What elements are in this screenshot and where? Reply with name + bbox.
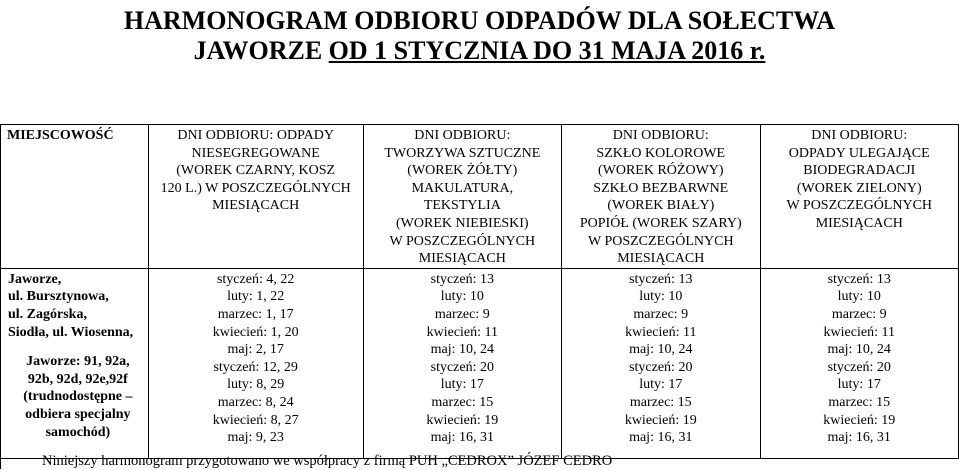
header-col2-line: W POSZCZEGÓLNYCH — [389, 233, 536, 249]
header-col1-line: NIESEGREGOWANE — [191, 145, 320, 161]
date-entry: marzec: 15 — [431, 394, 494, 410]
footer-note: Niniejszy harmonogram przygotowano we współpracy z firmą PUH „CEDROX” JÓZEF CEDRO — [42, 453, 613, 469]
date-entry: styczeń: 13 — [827, 271, 891, 287]
date-entry: marzec: 9 — [831, 306, 887, 322]
header-col3-line: (WOREK RÓŻOWY) — [597, 163, 724, 179]
date-entry: maj: 2, 17 — [227, 342, 284, 358]
schedule-table — [0, 124, 959, 459]
page-title-line1: HARMONOGRAM ODBIORU ODPADÓW DLA SOŁECTWA — [123, 6, 836, 35]
date-entry: luty: 10 — [440, 289, 484, 305]
date-entry: luty: 10 — [639, 289, 683, 305]
header-col2-line: MIESIĄCACH — [418, 251, 506, 267]
date-entry: kwiecień: 19 — [624, 412, 697, 428]
header-col4-line: ODPADY ULEGAJĄCE — [788, 145, 930, 161]
date-entry: marzec: 1, 17 — [217, 306, 294, 322]
dates-biodegradable — [760, 268, 959, 458]
header-col2-line: (WOREK NIEBIESKI) — [396, 215, 529, 231]
header-col1-line: MIESIĄCACH — [212, 198, 300, 214]
date-entry: maj: 10, 24 — [827, 342, 891, 358]
header-col1-line: DNI ODBIORU: ODPADY — [177, 128, 334, 143]
header-location: MIEJSCOWOŚĆ — [1, 125, 149, 269]
date-entry: kwiecień: 11 — [426, 324, 499, 340]
location-line: ul. Zagórska, — [8, 306, 87, 322]
header-col2-line: (WOREK ŻÓŁTY) — [407, 163, 518, 179]
title-line2-prefix: JAWORZE — [193, 36, 329, 65]
date-entry: luty: 17 — [639, 377, 683, 393]
header-col-plastic-paper — [363, 125, 561, 269]
dates-mixed-waste — [148, 268, 363, 458]
date-entry: marzec: 15 — [828, 394, 891, 410]
page-title-line2 — [0, 36, 959, 66]
location-line: samochód) — [45, 424, 111, 440]
date-entry: kwiecień: 8, 27 — [212, 412, 299, 428]
title-date-range: OD 1 STYCZNIA DO 31 MAJA 2016 r. — [328, 36, 766, 65]
header-col3-line: MIESIĄCACH — [617, 251, 705, 267]
date-entry: maj: 16, 31 — [827, 430, 891, 446]
date-entry: maj: 10, 24 — [430, 342, 495, 358]
header-col2-line: DNI ODBIORU: — [414, 128, 511, 143]
date-entry: maj: 10, 24 — [629, 342, 693, 358]
header-col4-line: BIODEGRADACJI — [803, 163, 916, 179]
header-col1-line: 120 L.) W POSZCZEGÓLNYCH — [160, 180, 351, 196]
date-entry: luty: 17 — [440, 377, 484, 393]
date-entry: styczeń: 20 — [827, 359, 891, 375]
header-col1-line: (WOREK CZARNY, KOSZ — [176, 163, 336, 179]
location-line: Jaworze: 91, 92a, — [26, 354, 130, 370]
header-col3-line: SZKŁO BEZBARWNE — [593, 180, 729, 196]
header-col4-line: DNI ODBIORU: — [811, 128, 908, 143]
header-col-glass-ash — [562, 125, 760, 269]
schedule-row — [1, 268, 959, 458]
date-entry: marzec: 15 — [629, 394, 692, 410]
header-col4-line: W POSZCZEGÓLNYCH — [786, 198, 933, 214]
date-entry: styczeń: 12, 29 — [213, 359, 298, 375]
date-entry: luty: 17 — [837, 377, 881, 393]
location-line: odbiera specjalny — [25, 406, 131, 422]
header-col4-line: MIESIĄCACH — [815, 215, 903, 231]
dates-plastic-paper — [363, 268, 561, 458]
location-line: (trudnodostępne – — [23, 389, 133, 405]
location-line: Siodła, ul. Wiosenna, — [8, 324, 134, 340]
date-entry: kwiecień: 11 — [823, 324, 895, 340]
header-col3-line: DNI ODBIORU: — [612, 128, 709, 143]
date-entry: styczeń: 20 — [430, 359, 494, 375]
header-col2-line: MAKULATURA, — [411, 180, 514, 196]
date-entry: styczeń: 13 — [629, 271, 693, 287]
date-entry: styczeń: 4, 22 — [216, 271, 295, 287]
location-line: ul. Bursztynowa, — [8, 289, 109, 305]
header-col3-line: SZKŁO KOLOROWE — [596, 145, 726, 161]
header-col2-line: TWORZYWA SZTUCZNE — [384, 145, 541, 161]
location-block-2 — [8, 353, 148, 441]
header-col2-line: TEKSTYLIA — [423, 198, 501, 214]
header-col-mixed-waste — [148, 125, 363, 269]
date-entry: maj: 16, 31 — [629, 430, 693, 446]
date-entry: luty: 1, 22 — [227, 289, 285, 305]
date-entry: maj: 16, 31 — [430, 430, 495, 446]
header-row — [1, 125, 959, 269]
location-line: 92b, 92d, 92e,92f — [27, 371, 128, 387]
date-entry: marzec: 9 — [434, 306, 490, 322]
date-entry: maj: 9, 23 — [227, 430, 284, 446]
date-entry: luty: 8, 29 — [227, 377, 285, 393]
date-entry: styczeń: 13 — [430, 271, 494, 287]
date-entry: kwiecień: 19 — [426, 412, 499, 428]
date-entry: kwiecień: 1, 20 — [212, 324, 299, 340]
footer — [0, 451, 959, 470]
date-entry: marzec: 9 — [633, 306, 689, 322]
dates-glass-ash — [562, 268, 760, 458]
header-col4-line: (WOREK ZIELONY) — [796, 180, 922, 196]
date-entry: kwiecień: 11 — [625, 324, 697, 340]
header-col-biodegradable — [760, 125, 959, 269]
date-entry: luty: 10 — [837, 289, 881, 305]
date-entry: marzec: 8, 24 — [217, 394, 294, 410]
header-col3-line: POPIÓŁ (WOREK SZARY) — [579, 215, 742, 231]
location-cell — [1, 268, 149, 458]
date-entry: kwiecień: 19 — [823, 412, 896, 428]
header-col3-line: W POSZCZEGÓLNYCH — [587, 233, 734, 249]
date-entry: styczeń: 20 — [629, 359, 693, 375]
header-col3-line: (WOREK BIAŁY) — [607, 198, 715, 214]
location-line: Jaworze, — [8, 271, 62, 287]
location-block-1 — [8, 271, 148, 341]
